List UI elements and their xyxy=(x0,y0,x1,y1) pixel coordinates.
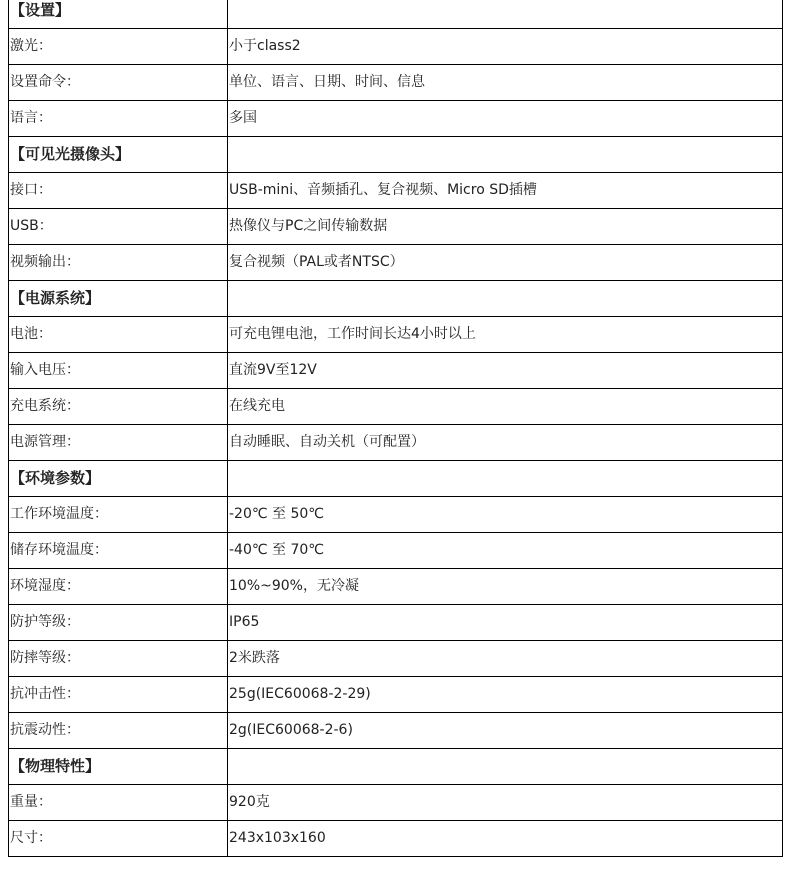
table-row xyxy=(9,245,783,281)
section-title: 【可见光摄像头】 xyxy=(9,137,228,173)
spec-label: USB： xyxy=(9,209,228,245)
table-row xyxy=(9,641,783,677)
section-row-settings xyxy=(9,0,783,29)
spec-value: 复合视频（PAL或者NTSC） xyxy=(228,245,783,281)
spec-label: 视频输出： xyxy=(9,245,228,281)
table-row xyxy=(9,173,783,209)
table-row xyxy=(9,389,783,425)
spec-label: 防护等级： xyxy=(9,605,228,641)
spec-value: 2g(IEC60068-2-6) xyxy=(228,713,783,749)
spec-value: 单位、语言、日期、时间、信息 xyxy=(228,65,783,101)
spec-value: IP65 xyxy=(228,605,783,641)
spec-value: USB-mini、音频插孔、复合视频、Micro SD插槽 xyxy=(228,173,783,209)
section-row-camera xyxy=(9,137,783,173)
spec-label: 尺寸： xyxy=(9,821,228,857)
spec-value: -20℃ 至 50℃ xyxy=(228,497,783,533)
spec-label: 激光： xyxy=(9,29,228,65)
table-row xyxy=(9,209,783,245)
spec-label: 电源管理： xyxy=(9,425,228,461)
spec-label: 环境湿度： xyxy=(9,569,228,605)
spec-value: 在线充电 xyxy=(228,389,783,425)
table-row xyxy=(9,425,783,461)
spec-label: 抗震动性： xyxy=(9,713,228,749)
table-row xyxy=(9,677,783,713)
spec-label: 防摔等级： xyxy=(9,641,228,677)
section-title: 【环境参数】 xyxy=(9,461,228,497)
spec-value: 可充电锂电池，工作时间长达4小时以上 xyxy=(228,317,783,353)
spec-value: 2米跌落 xyxy=(228,641,783,677)
section-row-environment xyxy=(9,461,783,497)
section-value-empty xyxy=(228,461,783,497)
table-row xyxy=(9,101,783,137)
spec-label: 设置命令： xyxy=(9,65,228,101)
spec-value: 自动睡眠、自动关机（可配置） xyxy=(228,425,783,461)
spec-label: 重量： xyxy=(9,785,228,821)
spec-value: 25g(IEC60068-2-29) xyxy=(228,677,783,713)
spec-value: 直流9V至12V xyxy=(228,353,783,389)
section-row-physical xyxy=(9,749,783,785)
section-value-empty xyxy=(228,0,783,29)
table-row xyxy=(9,29,783,65)
section-value-empty xyxy=(228,749,783,785)
table-row xyxy=(9,713,783,749)
spec-table xyxy=(8,0,783,857)
spec-value: 小于class2 xyxy=(228,29,783,65)
section-value-empty xyxy=(228,281,783,317)
spec-label: 输入电压： xyxy=(9,353,228,389)
table-row xyxy=(9,497,783,533)
section-title: 【物理特性】 xyxy=(9,749,228,785)
spec-label: 工作环境温度： xyxy=(9,497,228,533)
table-row xyxy=(9,569,783,605)
spec-label: 语言： xyxy=(9,101,228,137)
spec-label: 抗冲击性： xyxy=(9,677,228,713)
table-row xyxy=(9,821,783,857)
spec-value: 920克 xyxy=(228,785,783,821)
section-row-power xyxy=(9,281,783,317)
section-title: 【设置】 xyxy=(9,0,228,29)
spec-value: 热像仪与PC之间传输数据 xyxy=(228,209,783,245)
spec-value: 多国 xyxy=(228,101,783,137)
table-row xyxy=(9,65,783,101)
table-row xyxy=(9,317,783,353)
table-row xyxy=(9,605,783,641)
spec-label: 接口： xyxy=(9,173,228,209)
spec-value: 243x103x160 xyxy=(228,821,783,857)
section-title: 【电源系统】 xyxy=(9,281,228,317)
spec-value: 10%~90%，无冷凝 xyxy=(228,569,783,605)
table-row xyxy=(9,353,783,389)
spec-label: 储存环境温度： xyxy=(9,533,228,569)
spec-label: 电池： xyxy=(9,317,228,353)
table-row xyxy=(9,533,783,569)
spec-label: 充电系统： xyxy=(9,389,228,425)
table-row xyxy=(9,785,783,821)
spec-value: -40℃ 至 70℃ xyxy=(228,533,783,569)
section-value-empty xyxy=(228,137,783,173)
